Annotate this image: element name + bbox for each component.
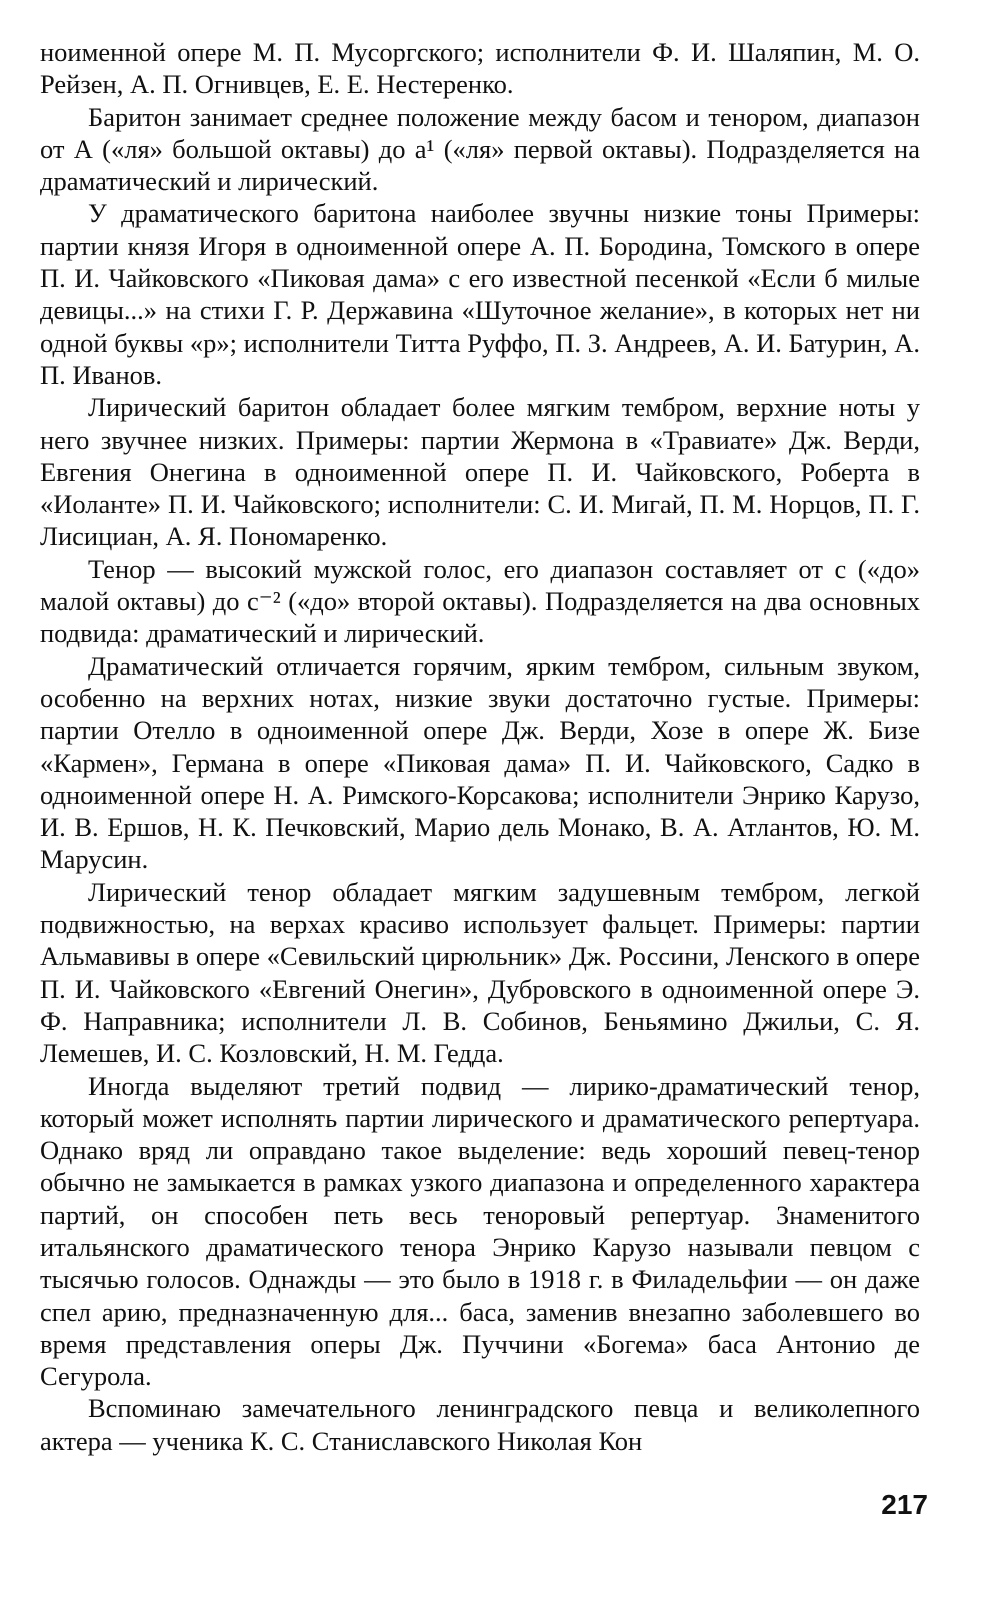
paragraph-baritone-range: Баритон занимает среднее положение между басом и тенором, диапазон от А («ля» большой октавы) до а¹ («ля» первой октавы). Подразделяется на драматический и лирический.: [40, 101, 920, 197]
paragraph-lyric-dramatic-tenor: Иногда выделяют третий подвид — лирико-драматический тенор, который может исполнять партии лирического и драматического репертуара. Однако вряд ли оправдано такое выделение: ведь хороший певец-тенор обычно не замыкается в рамках узкого диапазона и определенного характера партий, он способен петь весь теноровый репертуар. Знаменитого итальянского драматического тенора Энрико Карузо называли певцом с тысячью голосов. Однажды — это было в 1918 г. в Филадельфии — он даже спел арию, предназначенную для... баса, заменив внезапно заболевшего во время представления оперы Дж. Пуччини «Богема» баса Антонио де Сегурола.: [40, 1070, 920, 1392]
paragraph-lyric-baritone: Лирический баритон обладает более мягким тембром, верхние ноты у него звучнее низких. Примеры: партии Жермона в «Травиате» Дж. Верди, Евгения Онегина в одноименной опере П. И. Чайковского, Роберта в «Иоланте» П. И. Чайковского; исполнители: С. И. Мигай, П. М. Норцов, П. Г. Лисициан, А. Я. Пономаренко.: [40, 392, 920, 552]
book-page-text: [40, 36, 920, 1457]
paragraph-recollection: Вспоминаю замечательного ленинградского певца и великолепного актера — ученика К. С. Станиславского Николая Кон: [40, 1393, 920, 1456]
page-number: 217: [881, 1489, 928, 1520]
paragraph-dramatic-tenor: Драматический отличается горячим, ярким тембром, сильным звуком, особенно на верхних нотах, низкие звуки достаточно густые. Примеры: партии Отелло в одноименной опере Дж. Верди, Хозе в опере Ж. Бизе «Кармен», Германа в опере «Пиковая дама» П. И. Чайковского, Садко в одноименной опере Н. А. Римского-Корсакова; исполнители Энрико Карузо, И. В. Ершов, Н. К. Печковский, Марио дель Монако, В. А. Атлантов, Ю. М. Марусин.: [40, 650, 920, 875]
paragraph-lyric-tenor: Лирический тенор обладает мягким задушевным тембром, легкой подвижностью, на верхах красиво использует фальцет. Примеры: партии Альмавивы в опере «Севильский цирюльник» Дж. Россини, Ленского в опере П. И. Чайковского «Евгений Онегин», Дубровского в одноименной опере Э. Ф. Направника; исполнители Л. В. Собинов, Беньямино Джильи, С. Я. Лемешев, И. С. Козловский, Н. М. Гедда.: [40, 876, 920, 1069]
paragraph-basses-continued: ноименной опере М. П. Мусоргского; исполнители Ф. И. Шаляпин, М. О. Рейзен, А. П. Огнивцев, Е. Е. Нестеренко.: [40, 37, 920, 100]
paragraph-tenor-range: Тенор — высокий мужской голос, его диапазон составляет от с («до» малой октавы) до с⁻² («до» второй октавы). Подразделяется на два основных подвида: драматический и лирический.: [40, 553, 920, 649]
paragraph-dramatic-baritone: У драматического баритона наиболее звучны низкие тоны Примеры: партии князя Игоря в одноименной опере А. П. Бородина, Томского в опере П. И. Чайковского «Пиковая дама» с его известной песенкой «Если б милые девицы...» на стихи Г. Р. Державина «Шуточное желание», в которых нет ни одной буквы «р»; исполнители Титта Руффо, П. З. Андреев, А. И. Батурин, А. П. Иванов.: [40, 198, 920, 390]
